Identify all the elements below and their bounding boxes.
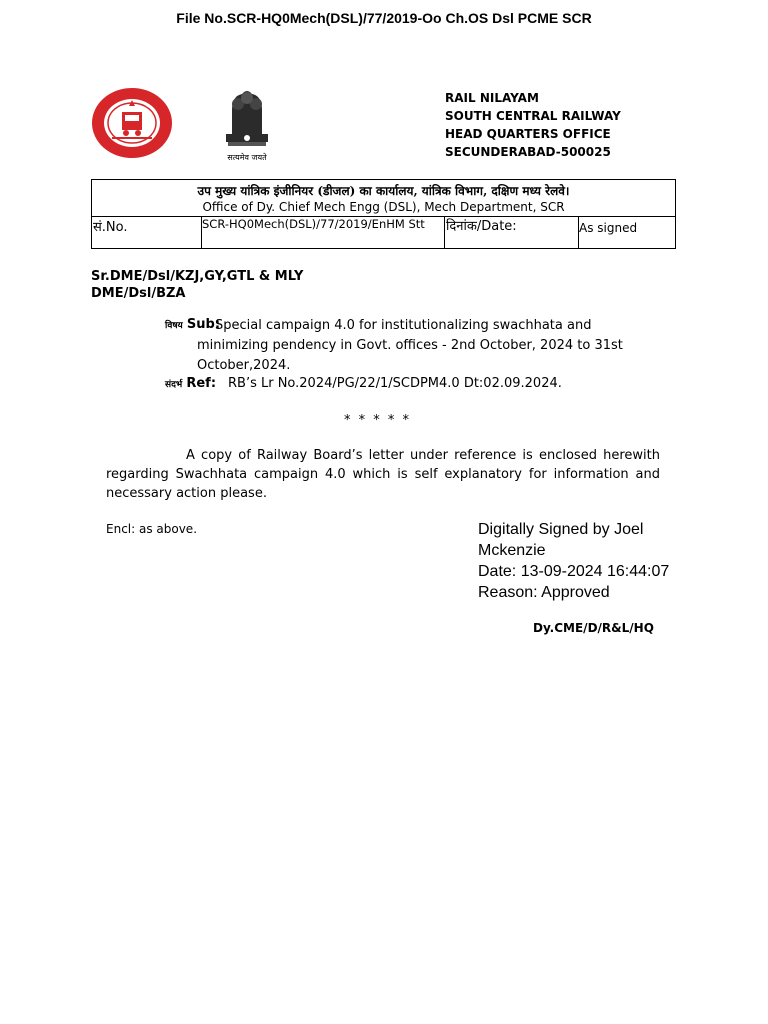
designation: Dy.CME/D/R&L/HQ: [533, 621, 654, 635]
reference-label: [165, 376, 216, 391]
signature-line: Mckenzie: [478, 542, 546, 559]
date-value: As signed: [579, 221, 638, 235]
recipients: [91, 268, 303, 302]
reference-text: RB’s Lr No.2024/PG/22/1/SCDPM4.0 Dt:02.09.2024.: [228, 376, 562, 391]
letter-no-value: SCR-HQ0Mech(DSL)/77/2019/EnHM Stt: [202, 217, 425, 231]
address-line: SOUTH CENTRAL RAILWAY: [445, 109, 621, 123]
reference-label-english: Ref:: [186, 376, 217, 391]
indian-railways-logo-icon: [90, 86, 174, 160]
body-paragraph: A copy of Railway Board’s letter under reference is enclosed herewith regarding Swachhata campaign 4.0 which is self explanatory for information and necessary action please.: [106, 448, 660, 501]
national-emblem-icon: [212, 84, 282, 162]
signature-line: Digitally Signed by Joel: [478, 521, 644, 538]
emblem-motto: सत्यमेव जयते: [227, 153, 267, 162]
recipient-line: DME/Dsl/BZA: [91, 286, 186, 301]
subject-label-english: Sub:: [186, 317, 221, 332]
signature-line: Date: 13-09-2024 16:44:07: [478, 563, 670, 580]
letter-no-label: सं.No.: [93, 220, 128, 235]
address-line: HEAD QUARTERS OFFICE: [445, 127, 611, 141]
recipient-line: Sr.DME/Dsl/KZJ,GY,GTL & MLY: [91, 269, 304, 284]
office-address: [445, 89, 621, 161]
address-line: SECUNDERABAD-500025: [445, 145, 611, 159]
subject-label-hindi: विषय: [165, 321, 183, 331]
box-divider: [444, 216, 445, 248]
date-label: दिनांक/Date:: [446, 219, 517, 234]
enclosure-note: Encl: as above.: [106, 522, 198, 536]
office-header-box: [91, 179, 676, 249]
office-name-english: Office of Dy. Chief Mech Engg (DSL), Mech Department, SCR: [202, 200, 565, 214]
address-line: RAIL NILAYAM: [445, 91, 539, 105]
file-number: File No.SCR-HQ0Mech(DSL)/77/2019-Oo Ch.OS Dsl PCME SCR: [176, 10, 592, 26]
digital-signature: [478, 519, 669, 603]
signature-line: Reason: Approved: [478, 584, 610, 601]
separator: * * * * *: [344, 413, 412, 428]
office-name-hindi: उप मुख्य यांत्रिक इंजीनियर (डीजल) का कार्यालय, यांत्रिक विभाग, दक्षिण मध्य रेलवे।: [197, 184, 570, 198]
subject-text: Special campaign 4.0 for institutionalizing swachhata and minimizing pendency in Govt. offices - 2nd October, 2024 to 31st October,2024.: [197, 318, 623, 373]
reference-label-hindi: संदर्भ: [165, 380, 183, 390]
